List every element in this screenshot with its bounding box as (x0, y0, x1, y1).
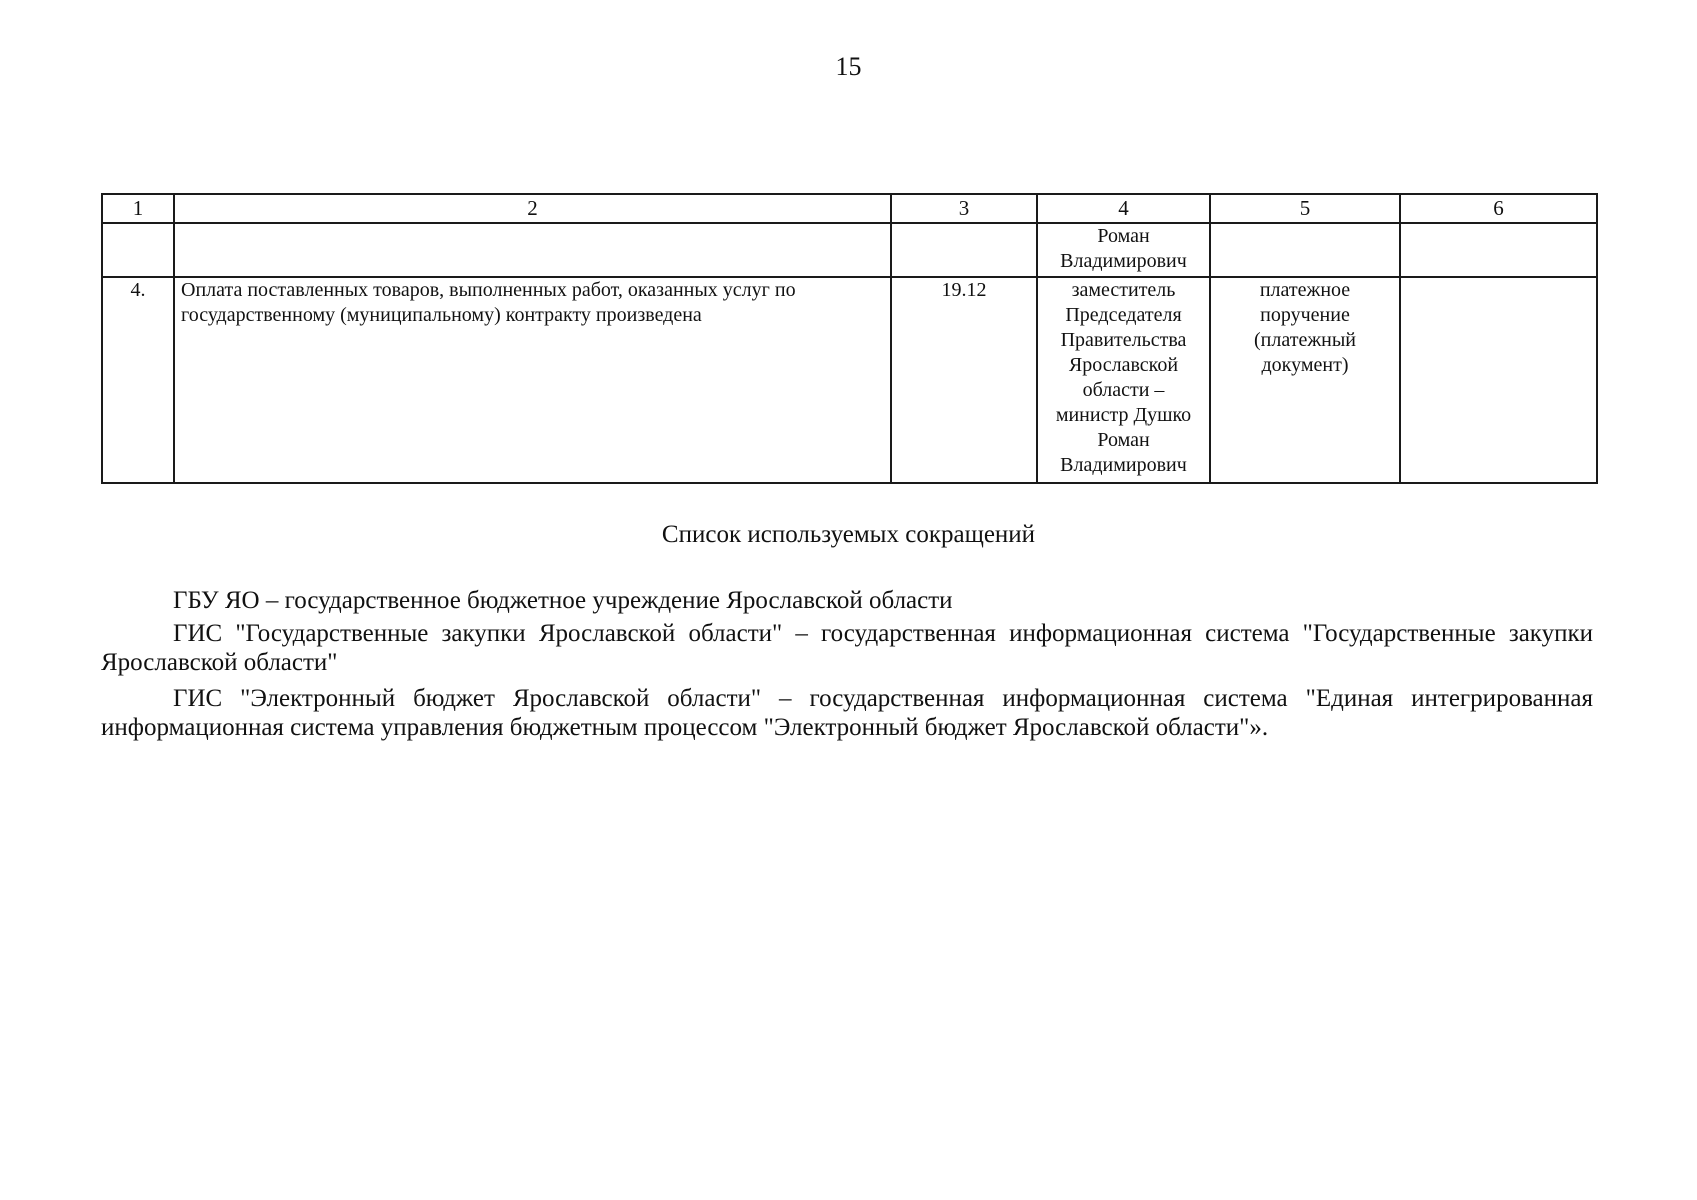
header-col-2: 2 (174, 194, 891, 223)
cont-cell-date (891, 223, 1037, 277)
document-line: документ) (1261, 354, 1349, 376)
document-line: платежное (1259, 279, 1351, 301)
row-responsible (1037, 277, 1210, 483)
responsible-line: Правительства (1060, 329, 1187, 351)
cont-cell-description (174, 223, 891, 277)
abbreviation-text: ГИС "Электронный бюджет Ярославской области" – государственная информационная система "Единая интегрированная информационная система управления бюджетным процессом "Электронный бюджет Ярославской области"». (101, 685, 1593, 741)
cont-cell-document (1210, 223, 1400, 277)
abbreviation-item (101, 586, 1593, 615)
row-note (1400, 277, 1597, 483)
abbreviation-item (101, 684, 1593, 742)
abbreviations-title: Список используемых сокращений (661, 521, 1036, 548)
abbreviation-text: ГИС "Государственные закупки Ярославской области" – государственная информационная система "Государственные закупки Ярославской области" (101, 620, 1593, 676)
page-number: 15 (835, 52, 862, 81)
header-col-6: 6 (1400, 194, 1597, 223)
plan-table-wrapper (101, 193, 1596, 484)
responsible-line: Председателя (1065, 304, 1182, 326)
responsible-line: области – (1082, 379, 1165, 401)
responsible-line: Роман (1097, 429, 1150, 451)
header-col-3: 3 (891, 194, 1037, 223)
plan-table (101, 193, 1598, 484)
document-line: (платежный (1254, 329, 1356, 351)
abbreviation-item (101, 619, 1593, 677)
cont-cell-number (102, 223, 174, 277)
row-document (1210, 277, 1400, 483)
row-date: 19.12 (891, 277, 1037, 483)
table-row (102, 277, 1597, 483)
row-description: Оплата поставленных товаров, выполненных работ, оказанных услуг по государственному (муниципальному) контракту произведена (174, 277, 891, 483)
responsible-line: Ярославской (1068, 354, 1179, 376)
table-header-row (102, 194, 1597, 223)
header-col-4: 4 (1037, 194, 1210, 223)
responsible-line: министр Душко (1055, 404, 1192, 426)
cont-responsible-line: Владимирович (1060, 250, 1187, 272)
cont-responsible-line: Роман (1097, 225, 1150, 247)
header-col-1: 1 (102, 194, 174, 223)
row-number: 4. (102, 277, 174, 483)
responsible-line: Владимирович (1060, 454, 1187, 476)
table-row-continuation (102, 223, 1597, 277)
document-line: поручение (1260, 304, 1350, 326)
cont-cell-note (1400, 223, 1597, 277)
header-col-5: 5 (1210, 194, 1400, 223)
abbreviation-text: ГБУ ЯО – государственное бюджетное учреждение Ярославской области (173, 587, 953, 614)
cont-cell-responsible (1037, 223, 1210, 277)
responsible-line: заместитель (1071, 279, 1176, 301)
